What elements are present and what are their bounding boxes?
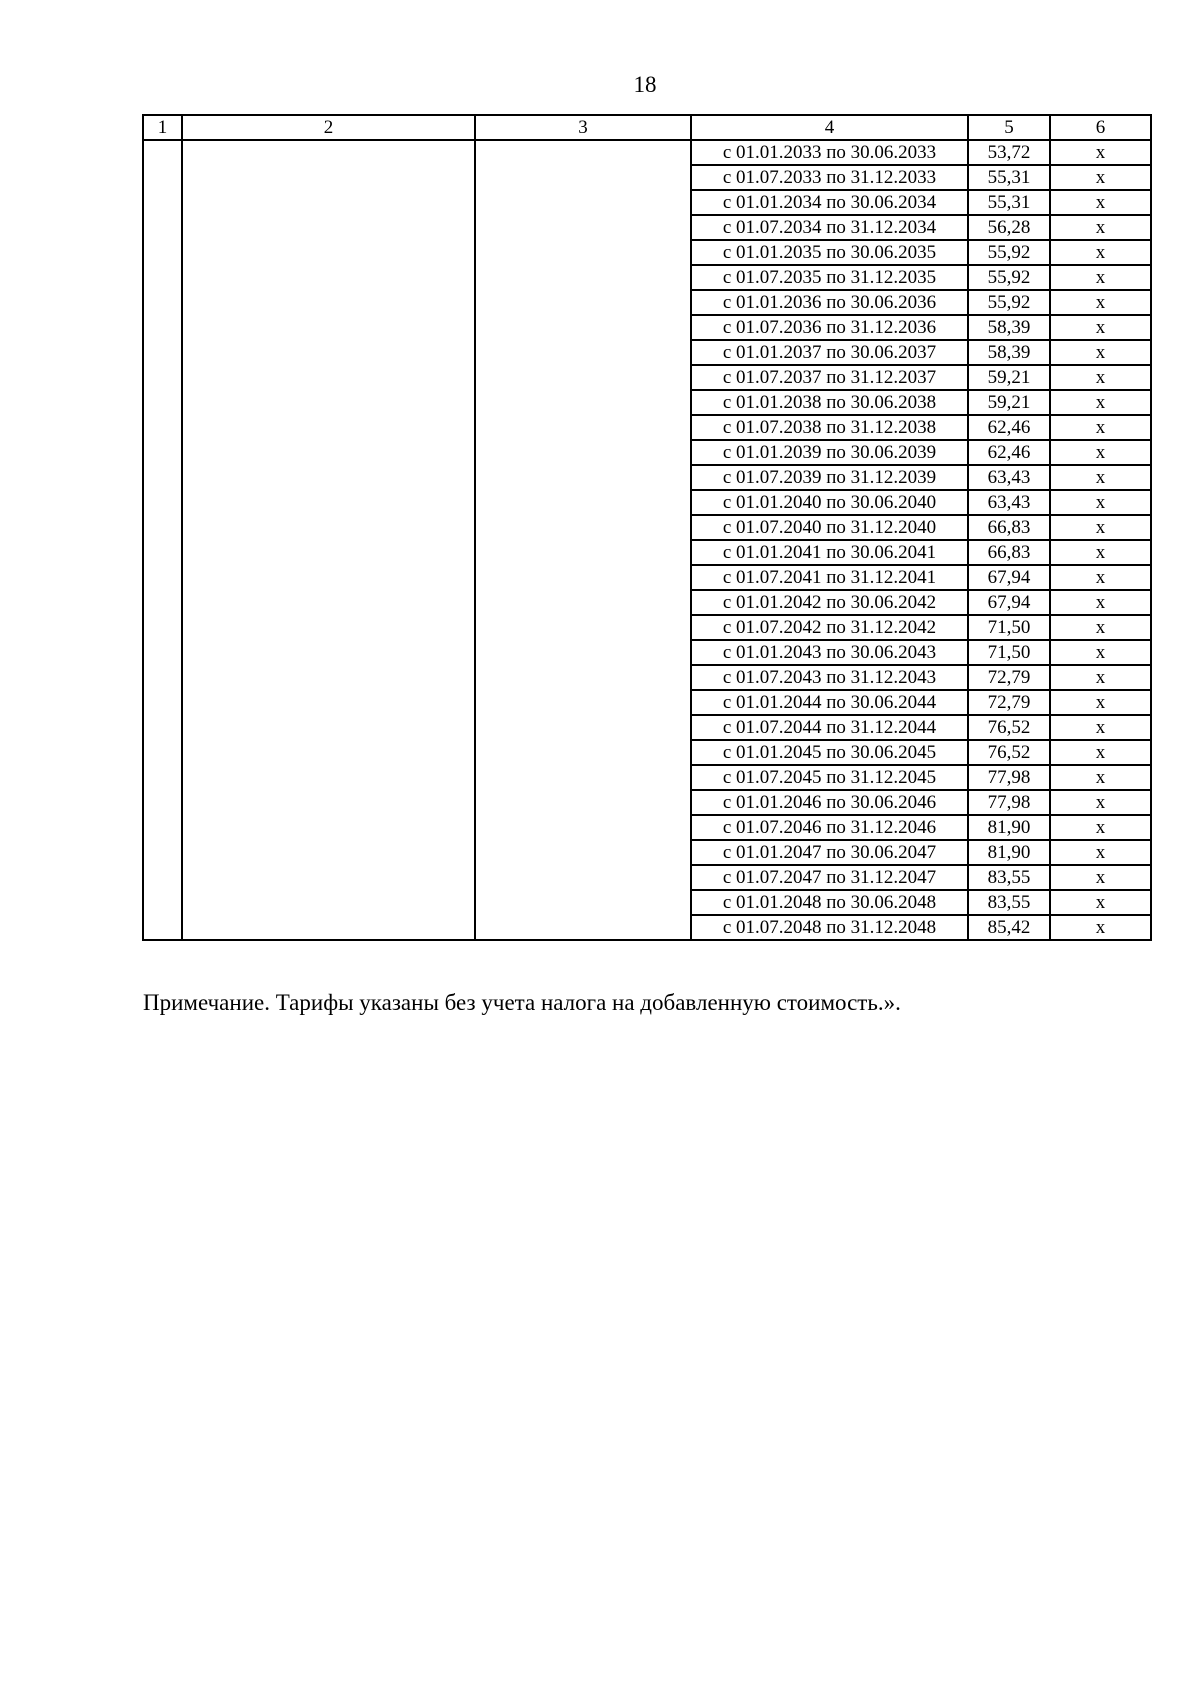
tariff-value-cell: 85,42 (968, 915, 1050, 940)
tariff-value-cell: 59,21 (968, 365, 1050, 390)
period-cell: с 01.07.2036 по 31.12.2036 (691, 315, 968, 340)
mark-cell: х (1050, 240, 1151, 265)
tariff-value-cell: 63,43 (968, 490, 1050, 515)
tariff-value-cell: 66,83 (968, 515, 1050, 540)
period-cell: с 01.01.2044 по 30.06.2044 (691, 690, 968, 715)
column-1-cell (143, 140, 182, 940)
mark-cell: х (1050, 340, 1151, 365)
mark-cell: х (1050, 615, 1151, 640)
tariff-value-cell: 76,52 (968, 715, 1050, 740)
mark-cell: х (1050, 390, 1151, 415)
period-cell: с 01.07.2040 по 31.12.2040 (691, 515, 968, 540)
period-cell: с 01.01.2048 по 30.06.2048 (691, 890, 968, 915)
tariff-value-cell: 55,92 (968, 265, 1050, 290)
column-header-6: 6 (1050, 115, 1151, 140)
tariff-value-cell: 71,50 (968, 615, 1050, 640)
mark-cell: х (1050, 315, 1151, 340)
period-cell: с 01.07.2037 по 31.12.2037 (691, 365, 968, 390)
mark-cell: х (1050, 190, 1151, 215)
column-header-4: 4 (691, 115, 968, 140)
mark-cell: х (1050, 440, 1151, 465)
mark-cell: х (1050, 590, 1151, 615)
table-header-row (143, 115, 1151, 140)
tariff-value-cell: 83,55 (968, 865, 1050, 890)
mark-cell: х (1050, 365, 1151, 390)
mark-cell: х (1050, 915, 1151, 940)
mark-cell: х (1050, 465, 1151, 490)
column-header-2: 2 (182, 115, 475, 140)
period-cell: с 01.01.2035 по 30.06.2035 (691, 240, 968, 265)
tariff-value-cell: 81,90 (968, 840, 1050, 865)
mark-cell: х (1050, 890, 1151, 915)
tariff-value-cell: 55,92 (968, 290, 1050, 315)
period-cell: с 01.01.2033 по 30.06.2033 (691, 140, 968, 165)
footnote: Примечание. Тарифы указаны без учета налога на добавленную стоимость.». (143, 990, 901, 1015)
period-cell: с 01.01.2042 по 30.06.2042 (691, 590, 968, 615)
mark-cell: х (1050, 865, 1151, 890)
mark-cell: х (1050, 740, 1151, 765)
period-cell: с 01.01.2045 по 30.06.2045 (691, 740, 968, 765)
tariff-value-cell: 53,72 (968, 140, 1050, 165)
period-cell: с 01.01.2043 по 30.06.2043 (691, 640, 968, 665)
tariff-value-cell: 55,31 (968, 190, 1050, 215)
mark-cell: х (1050, 715, 1151, 740)
mark-cell: х (1050, 290, 1151, 315)
period-cell: с 01.01.2034 по 30.06.2034 (691, 190, 968, 215)
tariff-value-cell: 81,90 (968, 815, 1050, 840)
mark-cell: х (1050, 540, 1151, 565)
period-cell: с 01.07.2034 по 31.12.2034 (691, 215, 968, 240)
mark-cell: х (1050, 265, 1151, 290)
tariff-value-cell: 62,46 (968, 440, 1050, 465)
tariff-value-cell: 59,21 (968, 390, 1050, 415)
period-cell: с 01.01.2041 по 30.06.2041 (691, 540, 968, 565)
tariff-value-cell: 67,94 (968, 565, 1050, 590)
period-cell: с 01.07.2044 по 31.12.2044 (691, 715, 968, 740)
table-body (143, 140, 1151, 940)
tariff-value-cell: 58,39 (968, 340, 1050, 365)
period-cell: с 01.07.2033 по 31.12.2033 (691, 165, 968, 190)
tariff-value-cell: 71,50 (968, 640, 1050, 665)
mark-cell: х (1050, 790, 1151, 815)
period-cell: с 01.07.2038 по 31.12.2038 (691, 415, 968, 440)
tariff-value-cell: 66,83 (968, 540, 1050, 565)
tariff-value-cell: 63,43 (968, 465, 1050, 490)
period-cell: с 01.07.2048 по 31.12.2048 (691, 915, 968, 940)
column-2-cell (182, 140, 475, 940)
mark-cell: х (1050, 640, 1151, 665)
period-cell: с 01.01.2047 по 30.06.2047 (691, 840, 968, 865)
period-cell: с 01.01.2039 по 30.06.2039 (691, 440, 968, 465)
tariff-value-cell: 62,46 (968, 415, 1050, 440)
period-cell: с 01.07.2039 по 31.12.2039 (691, 465, 968, 490)
tariff-value-cell: 56,28 (968, 215, 1050, 240)
mark-cell: х (1050, 840, 1151, 865)
tariff-value-cell: 77,98 (968, 790, 1050, 815)
tariff-value-cell: 55,92 (968, 240, 1050, 265)
tariff-value-cell: 58,39 (968, 315, 1050, 340)
column-3-cell (475, 140, 691, 940)
period-cell: с 01.07.2043 по 31.12.2043 (691, 665, 968, 690)
tariff-value-cell: 72,79 (968, 665, 1050, 690)
mark-cell: х (1050, 215, 1151, 240)
mark-cell: х (1050, 515, 1151, 540)
period-cell: с 01.07.2035 по 31.12.2035 (691, 265, 968, 290)
mark-cell: х (1050, 815, 1151, 840)
tariff-value-cell: 77,98 (968, 765, 1050, 790)
period-cell: с 01.07.2041 по 31.12.2041 (691, 565, 968, 590)
period-cell: с 01.01.2036 по 30.06.2036 (691, 290, 968, 315)
period-cell: с 01.01.2038 по 30.06.2038 (691, 390, 968, 415)
column-header-3: 3 (475, 115, 691, 140)
column-header-1: 1 (143, 115, 182, 140)
mark-cell: х (1050, 765, 1151, 790)
column-header-5: 5 (968, 115, 1050, 140)
page-number: 18 (633, 72, 657, 97)
mark-cell: х (1050, 690, 1151, 715)
period-cell: с 01.07.2042 по 31.12.2042 (691, 615, 968, 640)
tariff-value-cell: 72,79 (968, 690, 1050, 715)
tariff-value-cell: 67,94 (968, 590, 1050, 615)
mark-cell: х (1050, 565, 1151, 590)
period-cell: с 01.01.2040 по 30.06.2040 (691, 490, 968, 515)
period-cell: с 01.07.2047 по 31.12.2047 (691, 865, 968, 890)
period-cell: с 01.07.2045 по 31.12.2045 (691, 765, 968, 790)
period-cell: с 01.01.2037 по 30.06.2037 (691, 340, 968, 365)
mark-cell: х (1050, 415, 1151, 440)
tariff-value-cell: 76,52 (968, 740, 1050, 765)
mark-cell: х (1050, 490, 1151, 515)
mark-cell: х (1050, 665, 1151, 690)
tariff-value-cell: 55,31 (968, 165, 1050, 190)
mark-cell: х (1050, 165, 1151, 190)
period-cell: с 01.07.2046 по 31.12.2046 (691, 815, 968, 840)
mark-cell: х (1050, 140, 1151, 165)
table-row (143, 140, 1151, 165)
tariff-value-cell: 83,55 (968, 890, 1050, 915)
tariff-table (142, 114, 1152, 941)
period-cell: с 01.01.2046 по 30.06.2046 (691, 790, 968, 815)
